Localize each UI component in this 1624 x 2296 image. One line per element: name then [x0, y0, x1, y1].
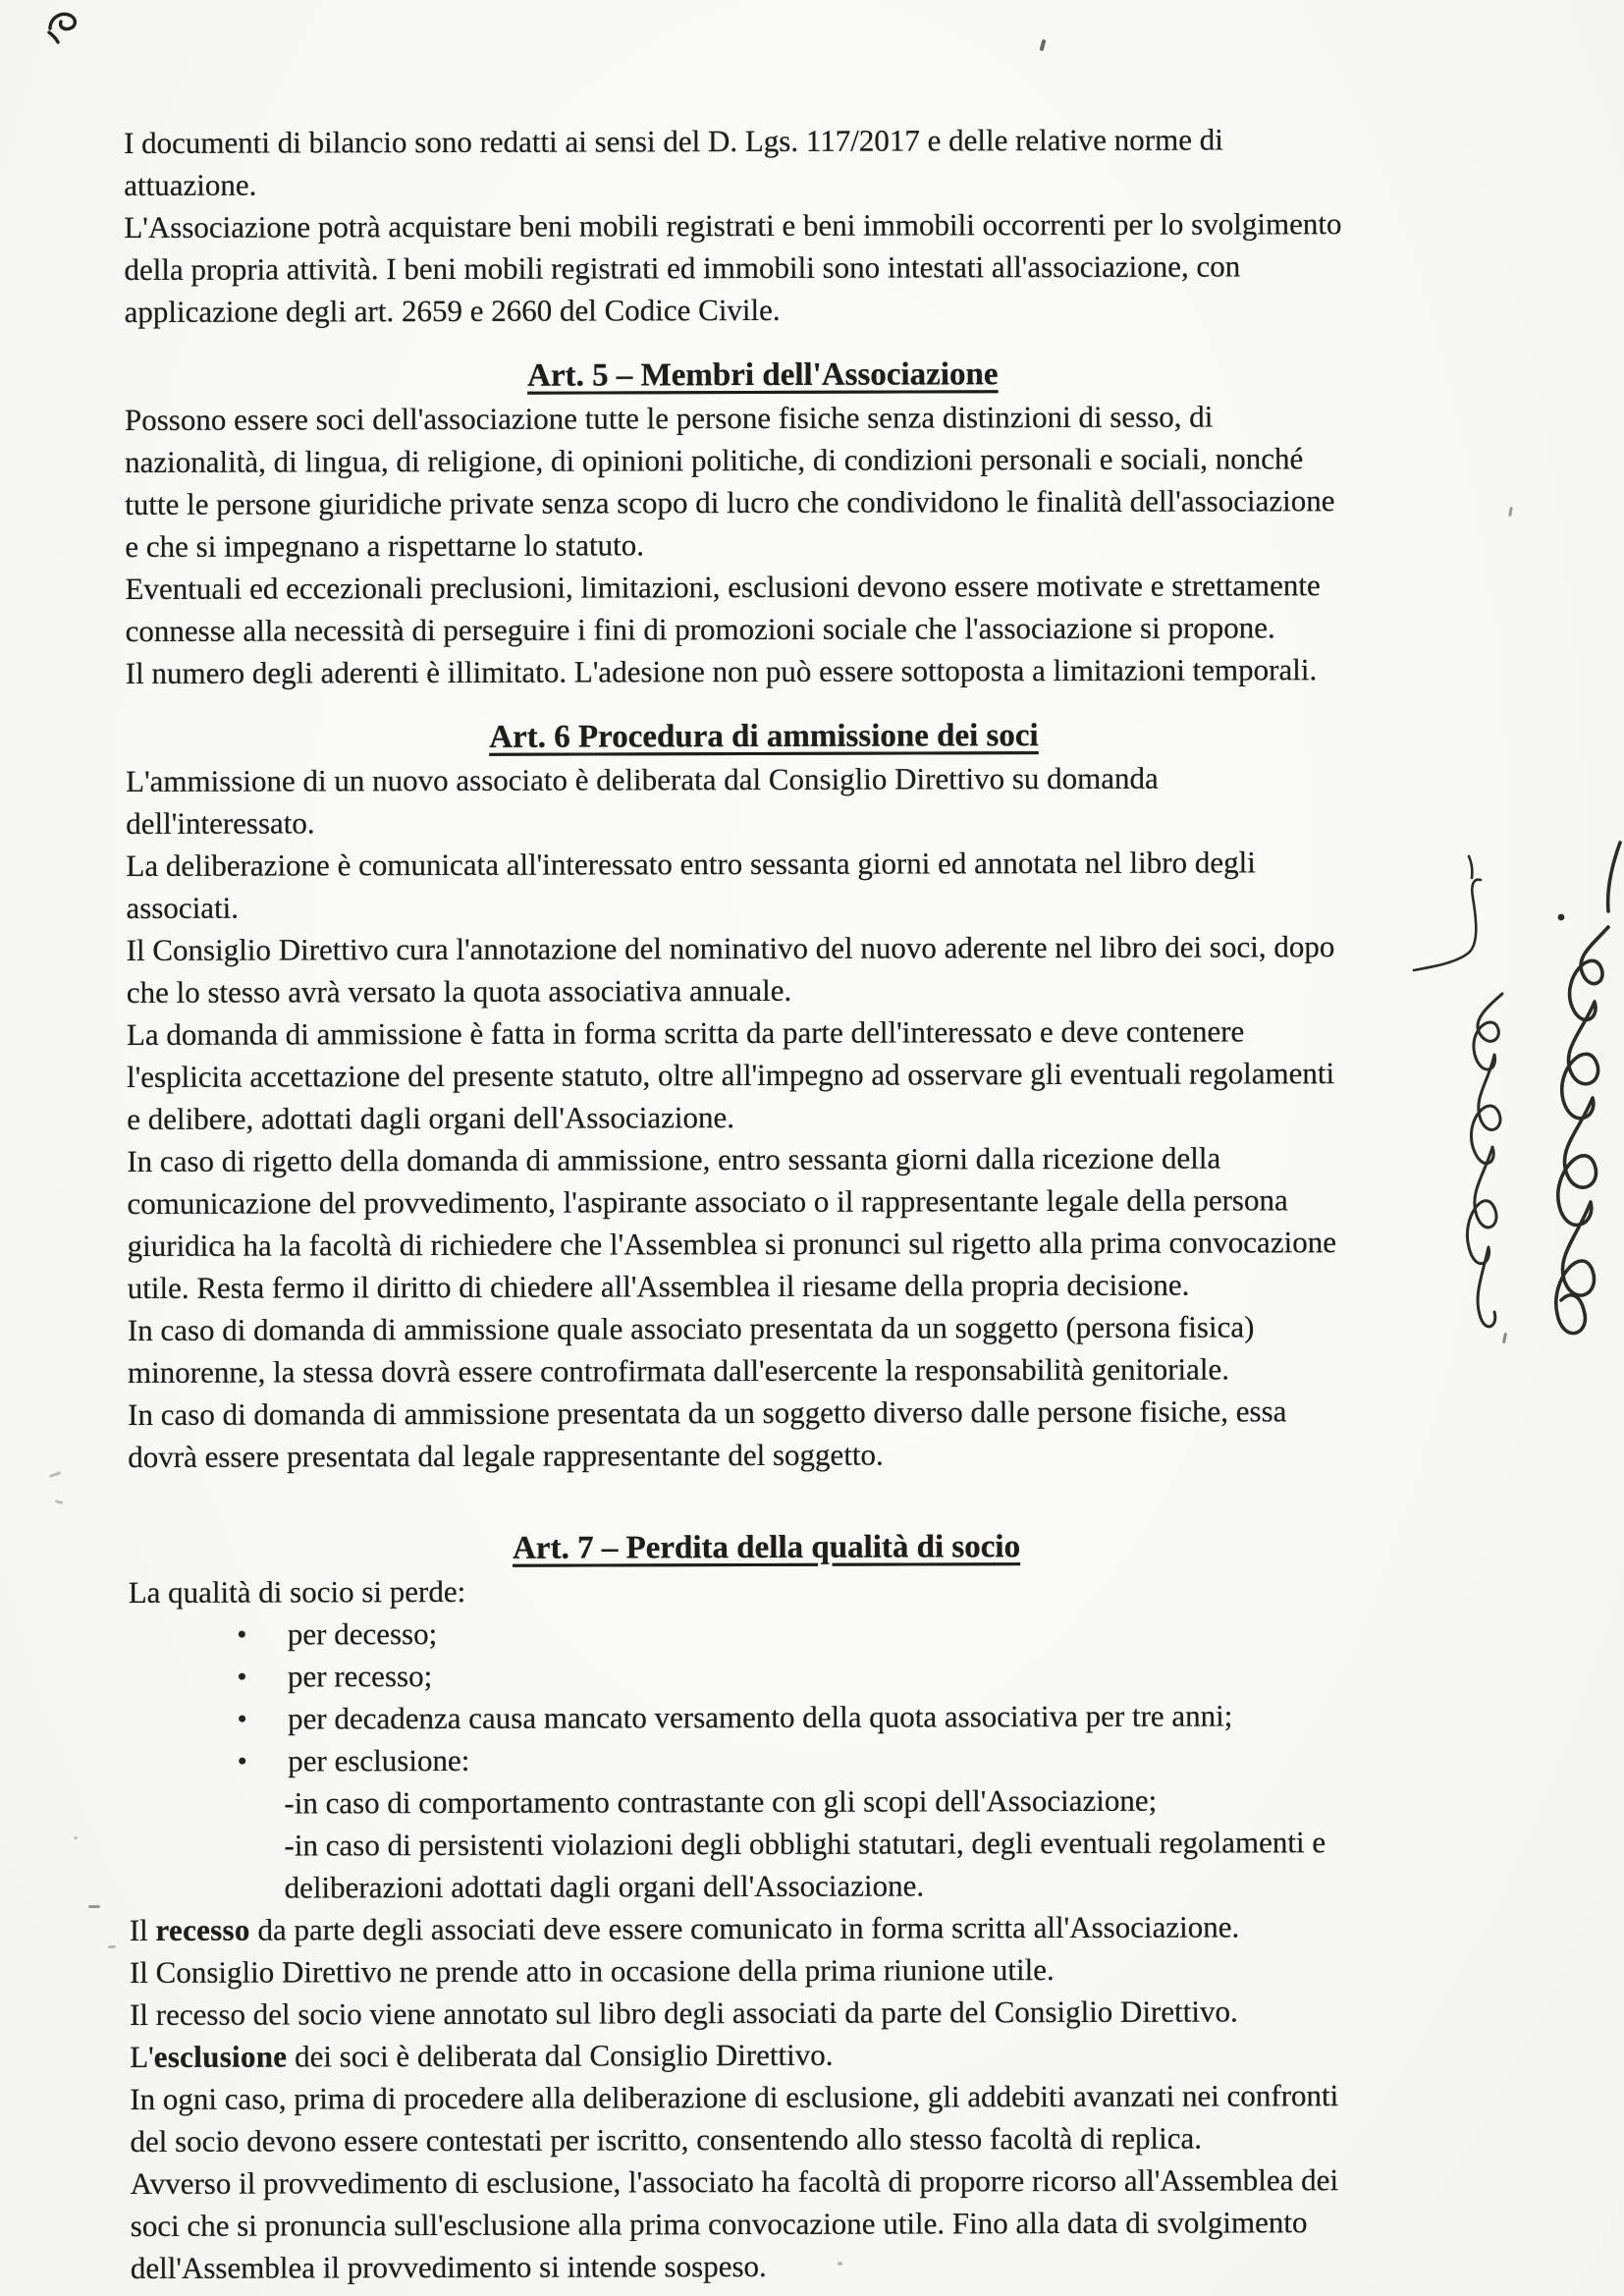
article-5-title-text: Art. 5 – Membri dell'Associazione: [527, 356, 999, 394]
paragraph: I documenti di bilancio sono redatti ai sensi del D. Lgs. 117/2017 e delle relative norme di attuazione.: [124, 122, 1223, 202]
paragraph: Il numero degli aderenti è illimitato. L'adesione non può essere sottoposta a limitazioni temporali.: [125, 652, 1318, 690]
ink-speck: [49, 1471, 61, 1478]
list-item-text: per decadenza causa mancato versamento della quota associativa per tre anni;: [288, 1698, 1233, 1736]
article-5-heading: [125, 353, 1401, 399]
ink-speck: [838, 2262, 842, 2266]
paragraph: Il recesso del socio viene annotato sul libro degli associati da parte del Consiglio Direttivo.: [130, 1994, 1238, 2032]
list-item-text: per recesso;: [287, 1659, 433, 1694]
paragraph: In caso di domanda di ammissione quale associato presentata da un soggetto (persona fisica) minorenne, la stessa dovrà essere controfirmata dall'esercente la responsabilità genitoriale.: [127, 1309, 1255, 1390]
bullet-icon: [239, 1758, 245, 1765]
paragraph: Eventuali ed eccezionali preclusioni, limitazioni, esclusioni devono essere motivate e strettamente connesse alla necessità di perseguire i fini di promozioni sociale che l'associazione si propone.: [125, 568, 1321, 648]
paragraph: L'ammissione di un nuovo associato è deliberata dal Consiglio Direttivo su domanda dell'interessato.: [126, 760, 1159, 841]
sub-list-item: -in caso di persistenti violazioni degli obblighi statutari, degli eventuali regolamenti e deliberazioni adottati dagli organi dell'Associazione.: [284, 1825, 1326, 1905]
ink-speck: [88, 1905, 100, 1908]
ink-speck: [74, 1836, 78, 1839]
ink-speck: [1040, 39, 1047, 52]
article-7-heading: [129, 1525, 1405, 1571]
paragraph: Possono essere soci dell'associazione tutte le persone fisiche senza distinzioni di sesso, di nazionalità, di lingua, di religione, di opinioni politiche, di condizioni personali e sociali, nonché tutte le persone giuridiche private senza scopo di lucro che condividono le finalità dell'associazione e che si impegnano a rispettarne lo statuto.: [124, 399, 1335, 564]
paragraph-text: da parte degli associati deve essere comunicato in forma scritta all'Associazione.: [249, 1909, 1240, 1947]
ink-speck: [55, 1500, 64, 1504]
paragraph: In ogni caso, prima di procedere alla deliberazione di esclusione, gli addebiti avanzati nei confronti del socio devono essere contestati per iscritto, consentendo allo stesso facoltà di replica.: [130, 2078, 1339, 2159]
paragraph: La qualità di socio si perde:: [128, 1573, 466, 1610]
bullet-icon: [239, 1716, 245, 1722]
list-item-text: per decesso;: [287, 1616, 438, 1652]
list-item: [129, 1651, 1570, 1698]
paragraph: In caso di domanda di ammissione presentata da un soggetto diverso dalle persone fisiche, essa dovrà essere presentata dal legale rappresentante del soggetto.: [128, 1394, 1287, 1474]
emphasized-word: esclusione: [153, 2039, 288, 2074]
ink-speck: [108, 1945, 116, 1949]
paragraph: Il Consiglio Direttivo cura l'annotazione del nominativo del nuovo aderente nel libro dei soci, dopo che lo stesso avrà versato la quota associativa annuale.: [126, 929, 1335, 1010]
bullet-icon: [239, 1673, 245, 1680]
paragraph-text: L': [130, 2039, 154, 2074]
paragraph-text: Il: [129, 1912, 156, 1947]
article-6-title-text: Art. 6 Procedura di ammissione dei soci: [489, 718, 1039, 755]
paragraph: [130, 1904, 1571, 1951]
paragraph: La deliberazione è comunicata all'interessato entro sessanta giorni ed annotata nel libro degli associati.: [126, 845, 1256, 925]
sub-list-item: -in caso di comportamento contrastante con gli scopi dell'Associazione;: [284, 1782, 1158, 1821]
paragraph-text: dei soci è deliberata dal Consiglio Direttivo.: [287, 2037, 834, 2074]
handwritten-margin-signature: [1412, 835, 1624, 1385]
article-6-heading: [126, 714, 1402, 760]
emphasized-word: recesso: [155, 1912, 250, 1947]
document-body: [124, 117, 1572, 2289]
list-item: [129, 1693, 1570, 1740]
paragraph: In caso di rigetto della domanda di ammissione, entro sessanta giorni dalla ricezione della comunicazione del provvedimento, l'aspirante associato o il rappresentante legale della persona giuridica ha la facoltà di richiedere che l'Assemblea si pronunci sul rigetto alla prima convocazione utile. Resta fermo il diritto di chiedere all'Assemblea il riesame della propria decisione.: [127, 1140, 1336, 1305]
article-7-title-text: Art. 7 – Perdita della qualità di socio: [513, 1529, 1021, 1566]
list-item-text: per esclusione:: [288, 1742, 470, 1778]
paragraph: Avverso il provvedimento di esclusione, l'associato ha facoltà di proporre ricorso all'Assemblea dei soci che si pronuncia sull'esclusione alla prima convocazione utile. Fino alla data di svolgimento dell'Assemblea il provvedimento si intende sospeso.: [130, 2162, 1339, 2285]
ink-curl-mark: [43, 6, 82, 47]
bullet-icon: [239, 1631, 245, 1638]
paragraph: La domanda di ammissione è fatta in forma scritta da parte dell'interessato e deve contenere l'esplicita accettazione del presente statuto, oltre all'impegno ad osservare gli eventuali regolamenti e delibere, adottati dagli organi dell'Associazione.: [126, 1013, 1335, 1136]
list-item: [129, 1735, 1570, 1782]
paragraph: [130, 2031, 1571, 2078]
list-item: [129, 1609, 1570, 1656]
paragraph: Il Consiglio Direttivo ne prende atto in occasione della prima riunione utile.: [129, 1952, 1055, 1990]
paragraph: L'Associazione potrà acquistare beni mobili registrati e beni immobili occorrenti per lo svolgimento della propria attività. I beni mobili registrati ed immobili sono intestati all'associazione, con applicazione degli art. 2659 e 2660 del Codice Civile.: [124, 206, 1342, 329]
